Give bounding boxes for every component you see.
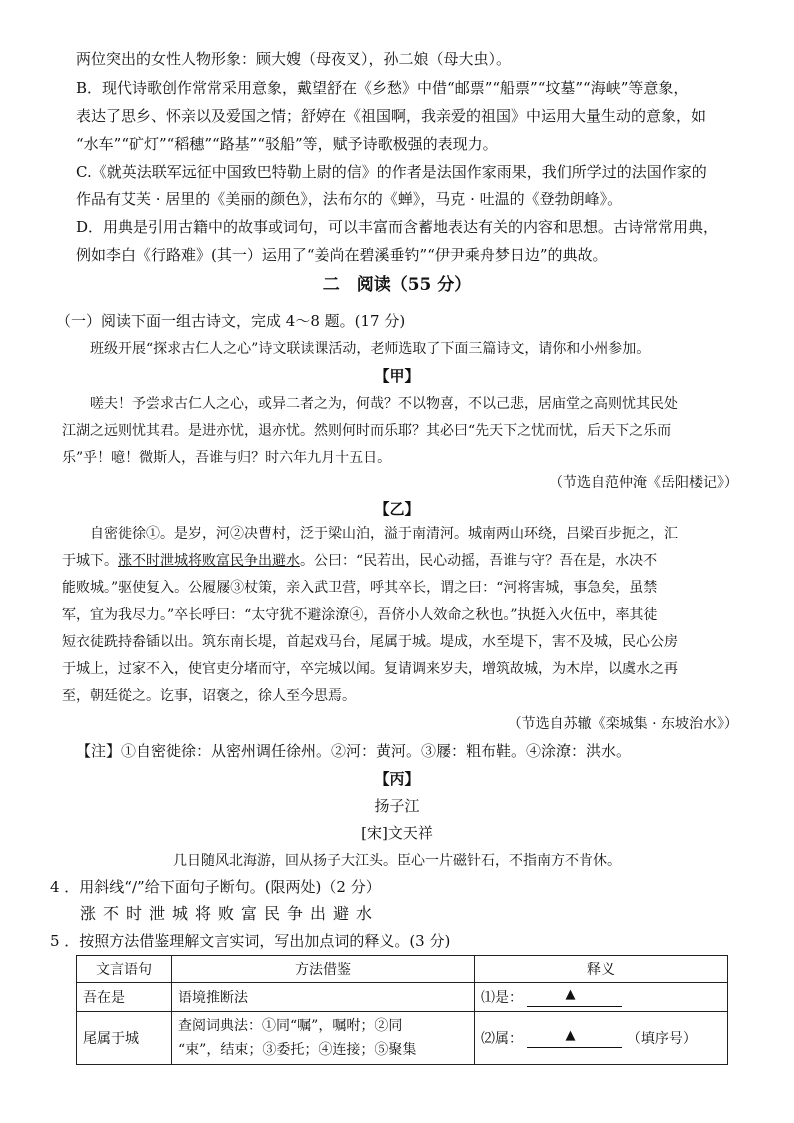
option-b-line3: “水车”“矿灯”“稻穗”“路基”“驳船”等，赋予诗歌极强的表现力。 <box>76 135 498 153</box>
sentence-char[interactable]: 富 <box>241 904 258 923</box>
sentence-char[interactable]: 水 <box>356 904 373 923</box>
passage-yi-label: 【乙】 <box>374 500 420 518</box>
sentence-char[interactable]: 民 <box>264 904 281 923</box>
sentence-char[interactable]: 城 <box>172 904 189 923</box>
sentence-char[interactable]: 争 <box>287 904 304 923</box>
option-b-line2: 表达了思乡、怀亲以及爱国之情；舒婷在《祖国啊，我亲爱的祖国》中运用大量生动的意象，如 <box>76 107 707 125</box>
passage-yi-text: 。公曰：“民若出，民心动摇，吾谁与守？吾在是，水决不 <box>300 553 658 569</box>
table-cell: 吾在是 <box>77 983 172 1012</box>
table-cell <box>172 1012 475 1065</box>
table-header: 释义 <box>475 956 728 983</box>
table-header-row <box>77 956 728 983</box>
underlined-sentence: 涨不时泄城将败富民争出避水 <box>118 553 300 569</box>
sentence-char[interactable]: 涨 <box>80 904 97 923</box>
table-header: 文言语句 <box>77 956 172 983</box>
answer-cell <box>475 1012 728 1065</box>
sentence-char[interactable]: 泄 <box>149 904 166 923</box>
passage-jia-line: 乐”乎！噫！微斯人，吾谁与归？时六年九月十五日。 <box>62 450 392 466</box>
passage-yi-line: 至，朝廷從之。讫事，诏褒之，徐人至今思焉。 <box>62 688 356 704</box>
poem-body: 几日随风北海游，回从扬子大江头。臣心一片磁针石，不指南方不肯休。 <box>173 853 621 869</box>
poem-author: [宋]文天祥 <box>361 824 433 842</box>
section-title: 二 阅读（55 分） <box>322 275 472 295</box>
part-heading: （一）阅读下面一组古诗文，完成 4～8 题。(17 分) <box>56 312 406 330</box>
method-text: 查阅词典法：①同“嘱”，嘱咐；②同 <box>178 1018 403 1034</box>
passage-yi-line <box>62 550 657 572</box>
sentence-char[interactable]: 将 <box>195 904 212 923</box>
option-d-line2: 例如李白《行路难》(其一）运用了“姜尚在碧溪垂钓”“伊尹乘舟梦日边”的典故。 <box>76 246 608 264</box>
passage-bing-label: 【丙】 <box>374 770 420 788</box>
passage-yi-line: 自密徙徐①。是岁，河②决曹村，泛于梁山泊，溢于南清河。城南两山环绕，吕梁百步扼之，汇 <box>90 526 678 542</box>
option-c-line1: C.《就英法联军远征中国致巴特勒上尉的信》的作者是法国作家雨果，我们所学过的法国作家的 <box>76 163 707 181</box>
answer-cell <box>475 983 728 1012</box>
passage-yi-line: 军，宜为我尽力。”卒长呼曰：“太守犹不避涂潦④，吾侪小人效命之秋也。”执挺入火伍中，率其徒 <box>62 607 658 623</box>
text-line: 两位突出的女性人物形象：顾大嫂（母夜叉），孙二娘（母大虫）。 <box>76 50 512 68</box>
table-cell: 语境推断法 <box>172 983 475 1012</box>
triangle-icon: ▲ <box>565 987 576 1002</box>
passage-yi-line: 能败城。”驱使复入。公履屦③杖策，亲入武卫营，呼其卒长，谓之曰：“河将害城，事急矣，虽禁 <box>62 580 658 596</box>
question-5-table <box>76 955 728 1065</box>
table-row <box>77 1012 728 1065</box>
sentence-char[interactable]: 时 <box>126 904 143 923</box>
passage-yi-line: 于城上，过家不入，使官吏分堵而守，卒完城以闻。复请调来岁夫，增筑故城，为木岸，以虞水之再 <box>62 661 678 677</box>
sentence-char[interactable]: 出 <box>310 904 327 923</box>
sentence-char[interactable]: 避 <box>333 904 350 923</box>
table-cell: 尾属于城 <box>77 1012 172 1065</box>
table-header: 方法借鉴 <box>172 956 475 983</box>
triangle-icon: ▲ <box>565 1028 576 1043</box>
question-5-stem: 5 ．按照方法借鉴理解文言实词，写出加点词的释义。(3 分) <box>50 932 451 950</box>
passage-jia-source: （节选自范仲淹《岳阳楼记》） <box>549 475 738 491</box>
sentence-char[interactable]: 败 <box>218 904 235 923</box>
sentence-char[interactable]: 不 <box>103 904 120 923</box>
poem-title: 扬子江 <box>374 797 420 815</box>
method-text: “束”，结束；③委托；④连接；⑤聚集 <box>178 1042 417 1058</box>
table-row <box>77 983 728 1012</box>
passage-jia-label: 【甲】 <box>374 367 420 385</box>
passage-jia-line: 嗟夫！予尝求古仁人之心，或异二者之为，何哉？不以物喜，不以己悲，居庙堂之高则忧其民处 <box>90 396 678 412</box>
question-4-stem: 4 ．用斜线“/”给下面句子断句。(限两处)（2 分） <box>50 878 381 896</box>
passage-yi-line: 短衣徒跣持畚锸以出。筑东南长堤，首起戏马台，尾属于城。堤成，水至堤下，害不及城，民心公房 <box>62 634 678 650</box>
answer-label: ⑵属： <box>481 1031 523 1047</box>
answer-label: ⑴是： <box>481 990 523 1006</box>
option-b-line1: B．现代诗歌创作常常采用意象，戴望舒在《乡愁》中借“邮票”“船票”“坟墓”“海峡”等意象， <box>76 79 689 97</box>
option-d-line1: D．用典是引用古籍中的故事或词句，可以丰富而含蓄地表达有关的内容和思想。古诗常常用典， <box>76 218 719 236</box>
answer-blank[interactable] <box>527 1028 622 1048</box>
question-4-sentence <box>80 903 379 925</box>
passage-yi-source: （节选自苏辙《栾城集 · 东坡治水》） <box>507 716 738 732</box>
passage-yi-text: 于城下。 <box>62 553 118 569</box>
answer-hint: （填序号） <box>626 1031 697 1047</box>
option-c-line2: 作品有艾芙 · 居里的《美丽的颜色》，法布尔的《蝉》，马克 · 吐温的《登勃朗峰》。 <box>76 190 623 208</box>
answer-blank[interactable] <box>527 987 622 1007</box>
activity-intro: 班级开展“探求古仁人之心”诗文联读课活动，老师选取了下面三篇诗文，请你和小州参加。 <box>90 341 651 357</box>
passage-jia-line: 江湖之远则忧其君。是进亦忧，退亦忧。然则何时而乐耶？其必曰“先天下之忧而忧，后天下之乐而 <box>62 423 672 439</box>
annotation-note: 【注】①自密徙徐：从密州调任徐州。②河：黄河。③屦：粗布鞋。④涂潦：洪水。 <box>76 742 632 760</box>
